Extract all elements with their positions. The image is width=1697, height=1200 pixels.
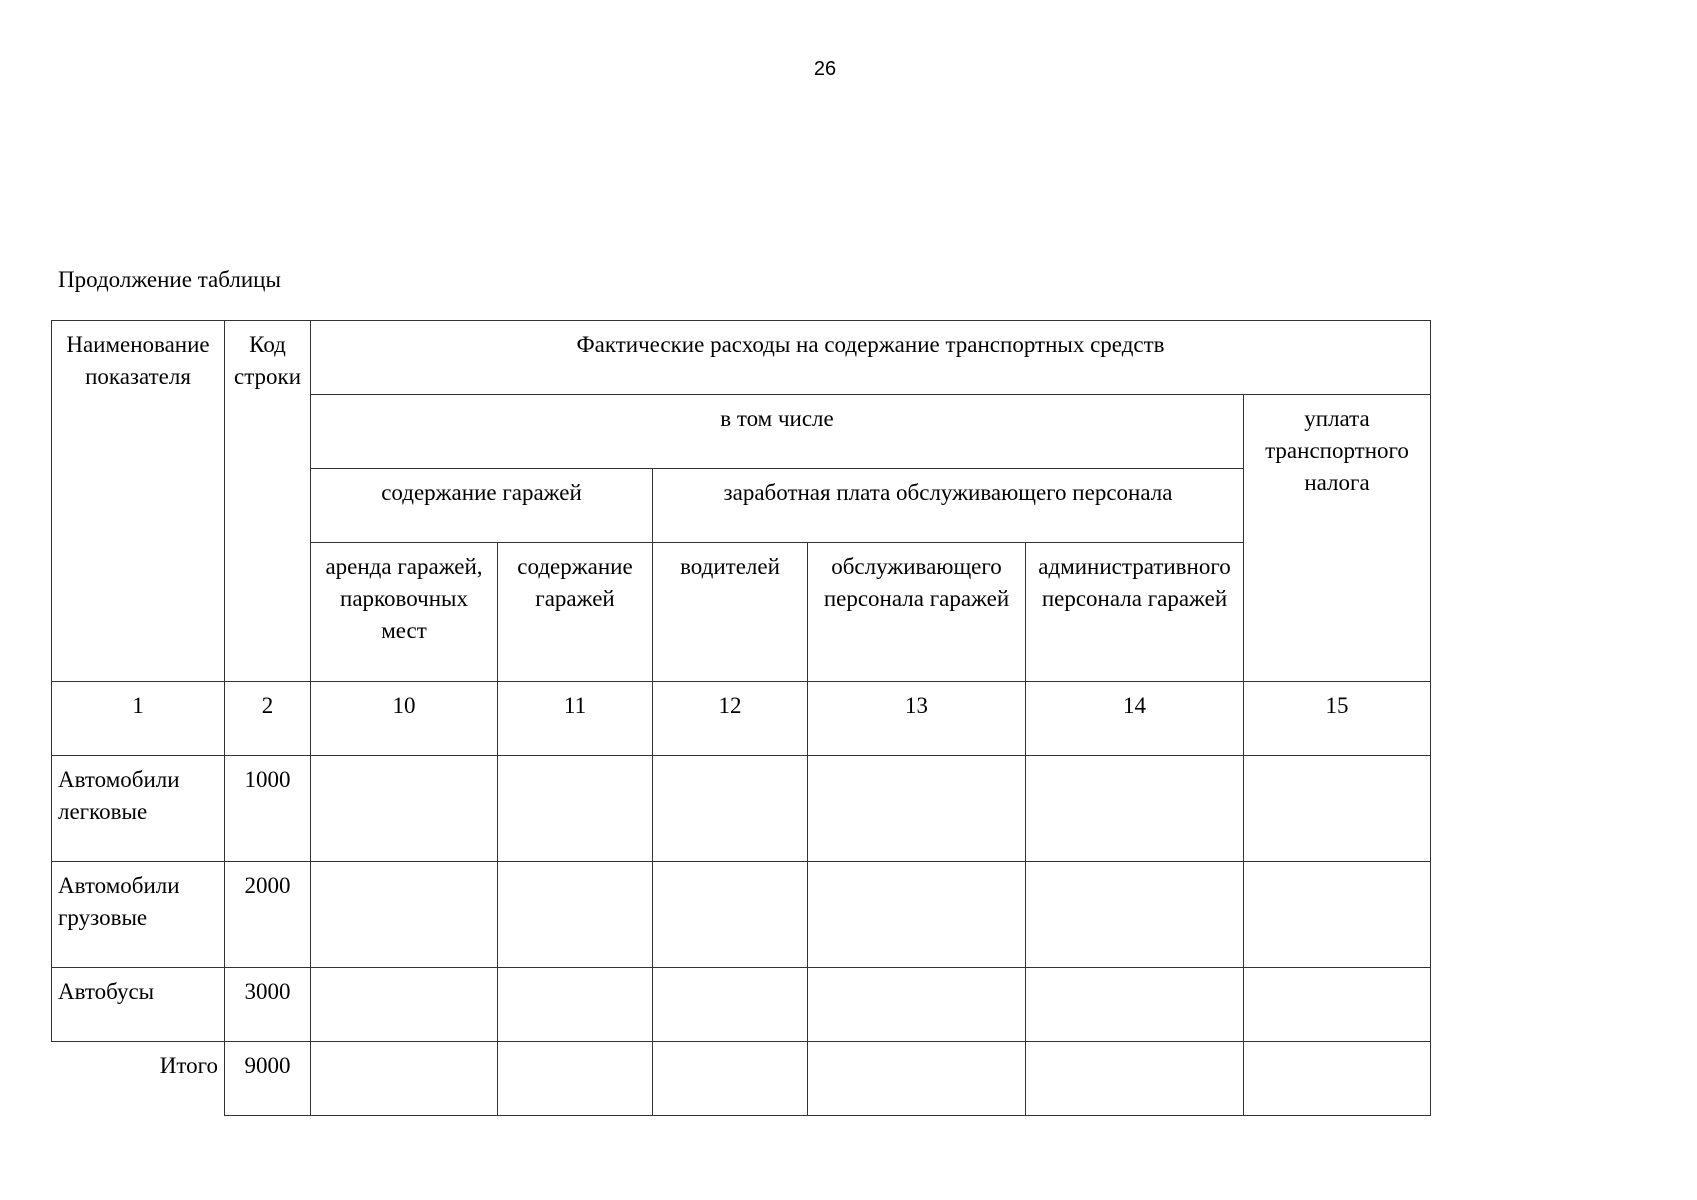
data-cell	[1026, 756, 1244, 862]
data-cell	[311, 862, 498, 968]
total-label: Итого	[52, 1042, 225, 1116]
data-cell	[498, 1042, 653, 1116]
data-cell	[498, 862, 653, 968]
column-number: 14	[1026, 682, 1244, 756]
total-row	[52, 1042, 1431, 1116]
header-transport-tax: уплата транспортного налога	[1244, 395, 1431, 682]
data-cell	[653, 968, 808, 1042]
data-cell	[1026, 862, 1244, 968]
header-garage-rent: аренда гаражей, парковочных мест	[311, 543, 498, 682]
expenses-table	[51, 320, 1431, 1116]
row-code: 1000	[225, 756, 311, 862]
page-number: 26	[813, 58, 837, 80]
data-cell	[1244, 756, 1431, 862]
data-cell	[808, 1042, 1026, 1116]
row-name: Автомобили легковые	[52, 756, 225, 862]
header-garage-service-staff: обслуживающего персонала гаражей	[808, 543, 1026, 682]
column-number: 1	[52, 682, 225, 756]
data-cell	[1026, 968, 1244, 1042]
table-row	[52, 756, 1431, 862]
header-actual-expenses: Фактические расходы на содержание транспортных средств	[311, 321, 1431, 395]
data-cell	[1026, 1042, 1244, 1116]
data-cell	[498, 756, 653, 862]
data-cell	[808, 862, 1026, 968]
column-number: 10	[311, 682, 498, 756]
data-cell	[1244, 862, 1431, 968]
header-including: в том числе	[311, 395, 1244, 469]
row-code: 2000	[225, 862, 311, 968]
row-name: Автобусы	[52, 968, 225, 1042]
data-cell	[653, 1042, 808, 1116]
header-garage-maintenance: содержание гаражей	[498, 543, 653, 682]
data-cell	[808, 756, 1026, 862]
header-garage-admin-staff: административного персонала гаражей	[1026, 543, 1244, 682]
header-salary-group: заработная плата обслуживающего персонала	[653, 469, 1244, 543]
row-code: 3000	[225, 968, 311, 1042]
data-cell	[1244, 1042, 1431, 1116]
data-cell	[311, 1042, 498, 1116]
data-cell	[311, 968, 498, 1042]
column-number: 11	[498, 682, 653, 756]
header-name: Наименование показателя	[52, 321, 225, 682]
row-name: Автомобили грузовые	[52, 862, 225, 968]
column-number: 2	[225, 682, 311, 756]
header-garage-maintenance-group: содержание гаражей	[311, 469, 653, 543]
header-code: Код строки	[225, 321, 311, 682]
data-cell	[498, 968, 653, 1042]
data-cell	[808, 968, 1026, 1042]
data-cell	[311, 756, 498, 862]
column-number: 12	[653, 682, 808, 756]
table-row	[52, 968, 1431, 1042]
column-number: 15	[1244, 682, 1431, 756]
table-row	[52, 862, 1431, 968]
column-number: 13	[808, 682, 1026, 756]
header-drivers: водителей	[653, 543, 808, 682]
table-caption: Продолжение таблицы	[58, 267, 281, 292]
data-cell	[1244, 968, 1431, 1042]
data-cell	[653, 862, 808, 968]
data-cell	[653, 756, 808, 862]
total-code: 9000	[225, 1042, 311, 1116]
